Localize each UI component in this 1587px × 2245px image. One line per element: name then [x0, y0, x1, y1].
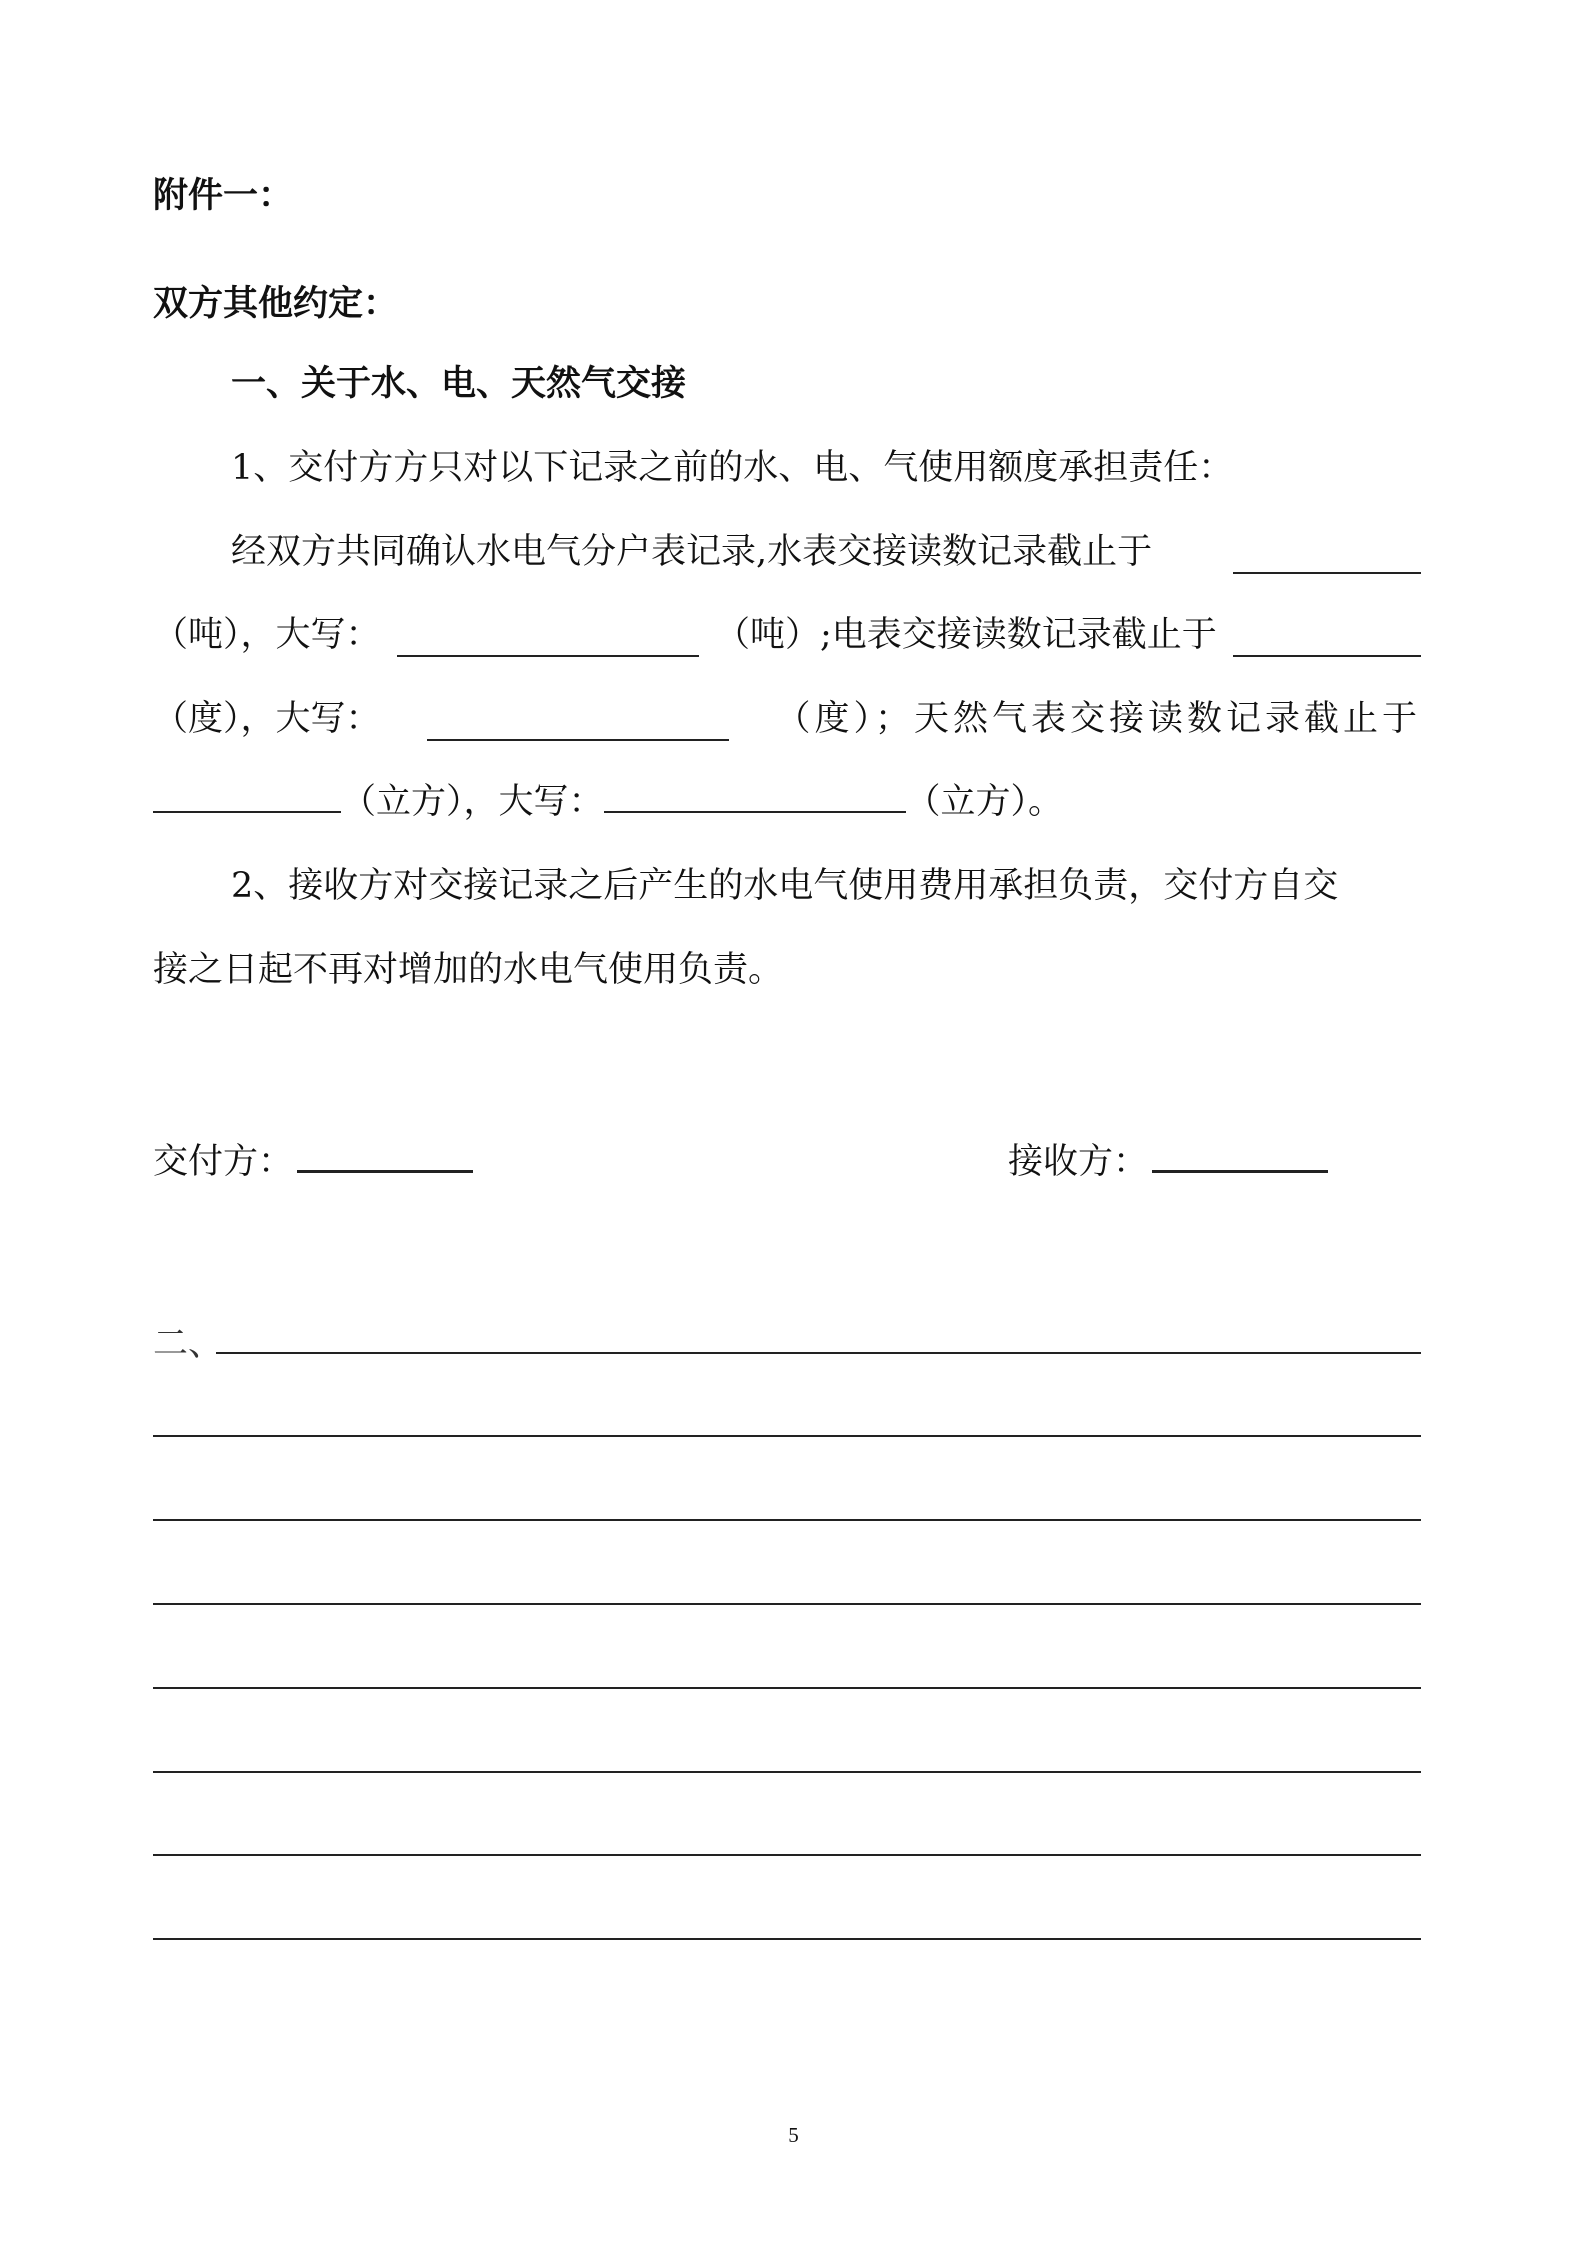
section2-rule-5[interactable] — [153, 1687, 1421, 1689]
water-line — [153, 613, 1421, 657]
electric-reading-blank[interactable] — [1233, 625, 1421, 657]
cubic-unit-close: （立方）。 — [905, 782, 1064, 822]
gas-reading-blank[interactable] — [153, 781, 341, 813]
section2-rule-6[interactable] — [153, 1771, 1421, 1773]
water-unit-close: （吨）;电表交接读数记录截止于 — [714, 615, 1217, 655]
attachment-title: 附件一： — [153, 175, 294, 216]
water-uppercase-blank[interactable] — [397, 625, 699, 657]
section2-label: 二、 — [153, 1324, 224, 1364]
cubic-uppercase-blank[interactable] — [604, 781, 906, 813]
degree-uppercase-blank[interactable] — [427, 709, 729, 741]
deliverer-signature — [153, 1138, 473, 1184]
section2-rule-3[interactable] — [153, 1519, 1421, 1521]
water-unit-open: （吨），大写： — [153, 615, 381, 655]
deliverer-signature-blank[interactable] — [297, 1138, 473, 1173]
water-reading-blank[interactable] — [1233, 542, 1421, 574]
receiver-signature — [1008, 1138, 1328, 1184]
degree-line — [153, 697, 1421, 741]
degree-unit-open: （度），大写： — [153, 699, 381, 739]
agreement-title: 双方其他约定： — [153, 283, 399, 324]
section2-rule-1[interactable] — [216, 1352, 1421, 1354]
section2-rule-2[interactable] — [153, 1435, 1421, 1437]
section2-rule-4[interactable] — [153, 1603, 1421, 1605]
section1-heading: 一、关于水、电、天然气交接 — [231, 363, 687, 404]
section1-item1: 1、交付方方只对以下记录之前的水、电、气使用额度承担责任： — [231, 448, 1234, 488]
cubic-unit-open: （立方），大写： — [341, 782, 604, 822]
section2-rule-8[interactable] — [153, 1938, 1421, 1940]
receiver-label: 接收方： — [1008, 1142, 1149, 1182]
section1-item2-line1: 2、接收方对交接记录之后产生的水电气使用费用承担负责，交付方自交 — [231, 866, 1339, 906]
receiver-signature-blank[interactable] — [1152, 1138, 1328, 1173]
section2-rule-7[interactable] — [153, 1854, 1421, 1856]
deliverer-label: 交付方： — [153, 1142, 294, 1182]
section1-item2-line2: 接之日起不再对增加的水电气使用负责。 — [153, 950, 784, 990]
cubic-line — [153, 780, 1063, 824]
page-number: 5 — [788, 2123, 799, 2147]
confirm-text: 经双方共同确认水电气分户表记录,水表交接读数记录截止于 — [231, 532, 1153, 572]
degree-unit-close: （度）；天然气表交接读数记录截止于 — [775, 699, 1421, 739]
confirm-line — [231, 530, 1421, 574]
